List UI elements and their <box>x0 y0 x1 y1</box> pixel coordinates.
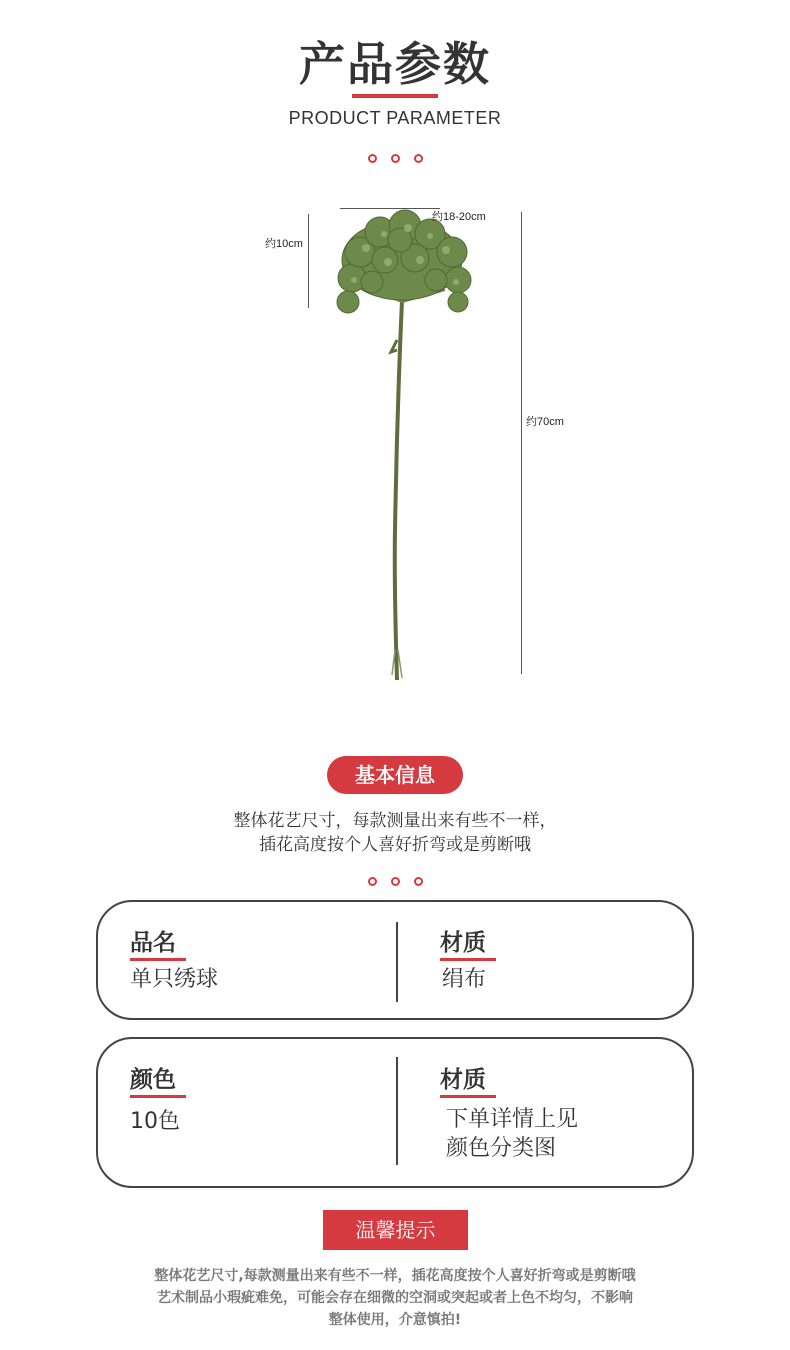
dot-icon <box>368 154 377 163</box>
product-image <box>0 190 790 700</box>
label-underline <box>440 958 496 961</box>
dot-icon <box>391 877 400 886</box>
decorative-dots-middle <box>0 871 790 890</box>
dim-label-head: 约10cm <box>265 238 303 250</box>
basic-info-note-line2: 插花高度按个人喜好折弯或是剪断哦 <box>259 835 531 855</box>
title-underline <box>352 94 438 98</box>
label-underline <box>130 958 186 961</box>
page-subtitle: PRODUCT PARAMETER <box>288 108 502 128</box>
dim-line-height <box>521 212 522 674</box>
label-material: 材质 <box>440 1067 486 1093</box>
dot-icon <box>368 877 377 886</box>
label-product-name: 品名 <box>130 930 176 956</box>
basic-info-badge: 基本信息 <box>327 756 463 794</box>
value-material-line2: 颜色分类图 <box>446 1136 557 1161</box>
value-color: 10色 <box>130 1109 180 1134</box>
card-divider <box>396 922 398 1002</box>
value-product-name: 单只绣球 <box>130 967 219 992</box>
label-underline <box>130 1095 186 1098</box>
tips-text <box>0 1265 790 1331</box>
value-material-line1: 下单详情上见 <box>446 1107 579 1132</box>
tips-line1: 整体花艺尺寸,每款测量出来有些不一样，插花高度按个人喜好折弯或是剪断哦 <box>154 1268 636 1284</box>
value-material: 绢布 <box>442 967 487 992</box>
dim-line-width <box>340 208 440 209</box>
label-underline <box>440 1095 496 1098</box>
card-divider <box>396 1057 398 1165</box>
dim-line-head <box>308 214 309 308</box>
dot-icon <box>391 154 400 163</box>
decorative-dots-top <box>0 148 790 167</box>
dim-label-height: 约70cm <box>526 416 564 428</box>
tips-line3: 整体使用，介意慎拍! <box>328 1312 462 1328</box>
basic-info-note-line1: 整体花艺尺寸，每款测量出来有些不一样， <box>233 811 557 831</box>
spec-card-name-material <box>96 900 694 1020</box>
label-material: 材质 <box>440 930 486 956</box>
dot-icon <box>414 154 423 163</box>
spec-card-color-material <box>96 1037 694 1188</box>
hydrangea-illustration <box>0 190 790 700</box>
tips-line2: 艺术制品小瑕疵难免，可能会存在细微的空洞或突起或者上色不均匀，不影响 <box>157 1290 633 1306</box>
label-color: 颜色 <box>130 1067 176 1093</box>
page-title: 产品参数 <box>299 37 491 91</box>
dot-icon <box>414 877 423 886</box>
dim-label-width: 约18-20cm <box>432 211 486 223</box>
tips-badge: 温馨提示 <box>323 1210 468 1250</box>
